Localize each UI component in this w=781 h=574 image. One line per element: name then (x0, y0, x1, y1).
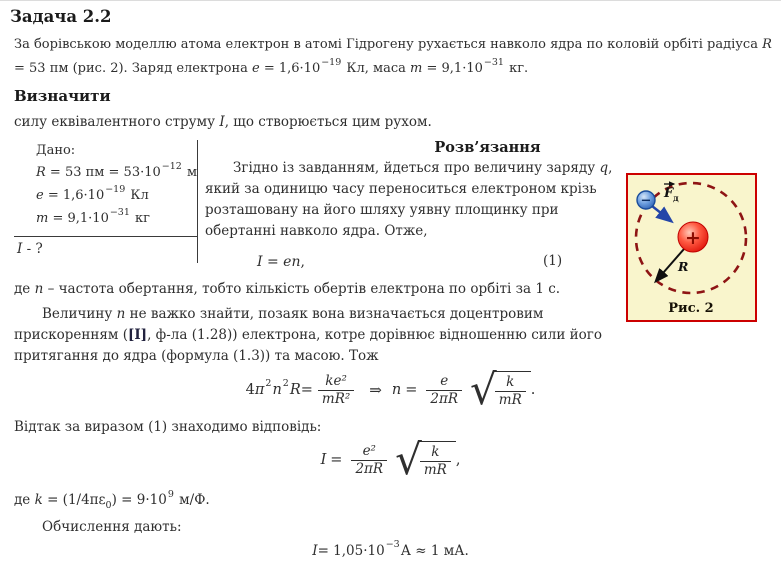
solution-paragraph-2 (14, 304, 632, 367)
seg: n (272, 382, 282, 398)
fraction-numerator: e² (362, 442, 376, 459)
given-row-radius (36, 162, 197, 185)
fraction-denominator: 2πR (426, 390, 462, 408)
seg: не важко знайти, позаяк вона визначається доцентровим прискоренням ( (14, 306, 544, 343)
superscript: −12 (161, 161, 182, 172)
seg: en (283, 254, 301, 270)
seg: Кл (126, 188, 149, 203)
seg: – частота обертання, тобто кількість обертів електрона по орбіті за 1 с. (43, 281, 561, 297)
seg: , що створюється цим рухом. (224, 114, 432, 130)
seg: кг (130, 211, 150, 226)
given-main (14, 140, 197, 236)
equation-3 (0, 435, 781, 484)
given-row-charge (36, 185, 197, 208)
equation-1-tag: (1) (543, 253, 563, 269)
implies-symbol: ⇒ (369, 381, 382, 399)
seg: де (14, 281, 35, 297)
seg: = (262, 254, 284, 270)
solution-paragraph-1 (205, 158, 622, 242)
seg: = 1,6·10 (259, 61, 321, 76)
seg: m (36, 211, 49, 226)
seg: I (17, 241, 23, 257)
force-arrow (652, 206, 671, 221)
radius-label: R (678, 259, 689, 274)
solution-heading: Розв’язання (434, 139, 541, 156)
superscript: 2 (265, 377, 272, 389)
plus-icon: + (685, 227, 701, 249)
constant-note (14, 489, 210, 511)
seg: , (455, 452, 461, 468)
problem-statement (14, 33, 778, 82)
seg: m (410, 61, 423, 76)
seg: R (289, 382, 301, 398)
seg: . (530, 382, 536, 398)
seg: I (219, 114, 225, 130)
problem-line-1 (14, 33, 778, 57)
subscript: 0 (105, 500, 112, 511)
fraction (318, 373, 354, 408)
equation-2 (0, 365, 781, 414)
seg: ) = 9·10 (111, 492, 167, 508)
superscript: 9 (167, 489, 174, 500)
radicand (493, 371, 531, 409)
seg: = 9,1·10 (48, 211, 109, 226)
seg: = (330, 452, 343, 468)
seg: = (300, 382, 313, 398)
figure-caption: Рис. 2 (668, 301, 714, 316)
fraction-denominator: 2πR (351, 460, 387, 478)
seg: - ? (22, 241, 43, 257)
minus-icon: − (640, 193, 652, 209)
given-box (14, 140, 198, 263)
fraction (495, 374, 526, 409)
frequency-note (14, 281, 560, 297)
seg: = (1/4πε (42, 492, 106, 508)
reference-link[interactable]: [I] (127, 327, 148, 343)
fraction (351, 443, 387, 478)
seg: , який за одиницю часу переноситься електроном крізь розташовану на його шляху уявну площинку при обертанні навколо ядра. Отже, (205, 160, 613, 239)
calculation-label: Обчислення дають: (42, 519, 182, 535)
seg: q (599, 160, 609, 176)
seg: А ≈ 1 мА. (400, 543, 469, 559)
seg: , ф-ла (1.28)) електрона, котре дорівнює відношенню сили його притягання до ядра (формула (1.3)) та масою. Тож (14, 327, 602, 364)
superscript: 2 (282, 377, 289, 389)
seg: де (14, 492, 35, 508)
seg: , (300, 254, 305, 270)
fraction-numerator: k (506, 374, 515, 390)
seg: = 9,1·10 (422, 61, 483, 76)
fraction-denominator: mR (420, 461, 451, 479)
seg: Згідно із завданням, йдеться про величину заряду (233, 160, 600, 176)
seg: = 1,05·10 (317, 543, 385, 559)
seg: м/Ф. (174, 492, 210, 508)
seg: м (182, 165, 198, 180)
superscript: −19 (105, 184, 126, 195)
given-question (14, 236, 197, 263)
seg: кг. (504, 61, 529, 76)
top-border (0, 0, 781, 1)
seg: Величину (42, 306, 117, 322)
square-root (395, 435, 456, 484)
given-row-mass (36, 208, 197, 231)
seg: I (320, 452, 327, 468)
seg: = 53 пм = 53·10 (45, 165, 161, 180)
atom-diagram (628, 175, 755, 320)
seg: Кл, маса (342, 61, 411, 76)
superscript: −31 (483, 57, 504, 68)
seg: I (312, 543, 318, 559)
seg: За борівською моделлю атома електрон в атомі Гідрогену рухається навколо ядра по коловій орбіті радіуса (14, 37, 763, 52)
square-root (470, 365, 531, 414)
fraction-denominator: mR (495, 391, 526, 409)
determine-text (14, 114, 432, 130)
radical-icon: √ (395, 435, 422, 484)
seg: R (762, 37, 772, 52)
seg: n (391, 382, 402, 398)
seg: I (257, 254, 263, 270)
seg: = (405, 382, 418, 398)
equation-1 (257, 254, 305, 270)
radical-icon: √ (470, 365, 497, 414)
fraction (420, 444, 451, 479)
superscript: −19 (321, 57, 342, 68)
fraction-numerator: e (440, 372, 449, 389)
seg: = 53 пм (рис. 2). Заряд електрона (14, 61, 252, 76)
figure-box (626, 173, 757, 322)
seg: = 1,6·10 (43, 188, 105, 203)
superscript: −31 (109, 207, 130, 218)
determine-heading: Визначити (14, 87, 111, 105)
given-label: Дано: (36, 143, 76, 158)
problem-line-2 (14, 57, 778, 82)
seg: n (34, 281, 44, 297)
seg: e (252, 61, 260, 76)
seg: k (34, 492, 43, 508)
seg: n (116, 306, 126, 322)
seg: силу еквівалентного струму (14, 114, 220, 130)
fraction (426, 373, 462, 408)
final-result (0, 538, 781, 559)
answer-intro: Відтак за виразом (1) знаходимо відповідь: (14, 419, 322, 435)
fraction-numerator: ke² (325, 372, 347, 389)
radicand (418, 441, 456, 479)
superscript: −3 (385, 538, 400, 550)
seg: R (36, 165, 46, 180)
page-title: Задача 2.2 (10, 7, 112, 26)
seg: e (36, 188, 44, 203)
seg: π (254, 382, 265, 398)
seg: д (673, 194, 679, 204)
fraction-numerator: k (431, 444, 440, 460)
force-label (663, 186, 679, 204)
fraction-denominator: mR² (318, 390, 354, 408)
seg: F (664, 186, 674, 201)
seg: 4 (245, 382, 255, 398)
